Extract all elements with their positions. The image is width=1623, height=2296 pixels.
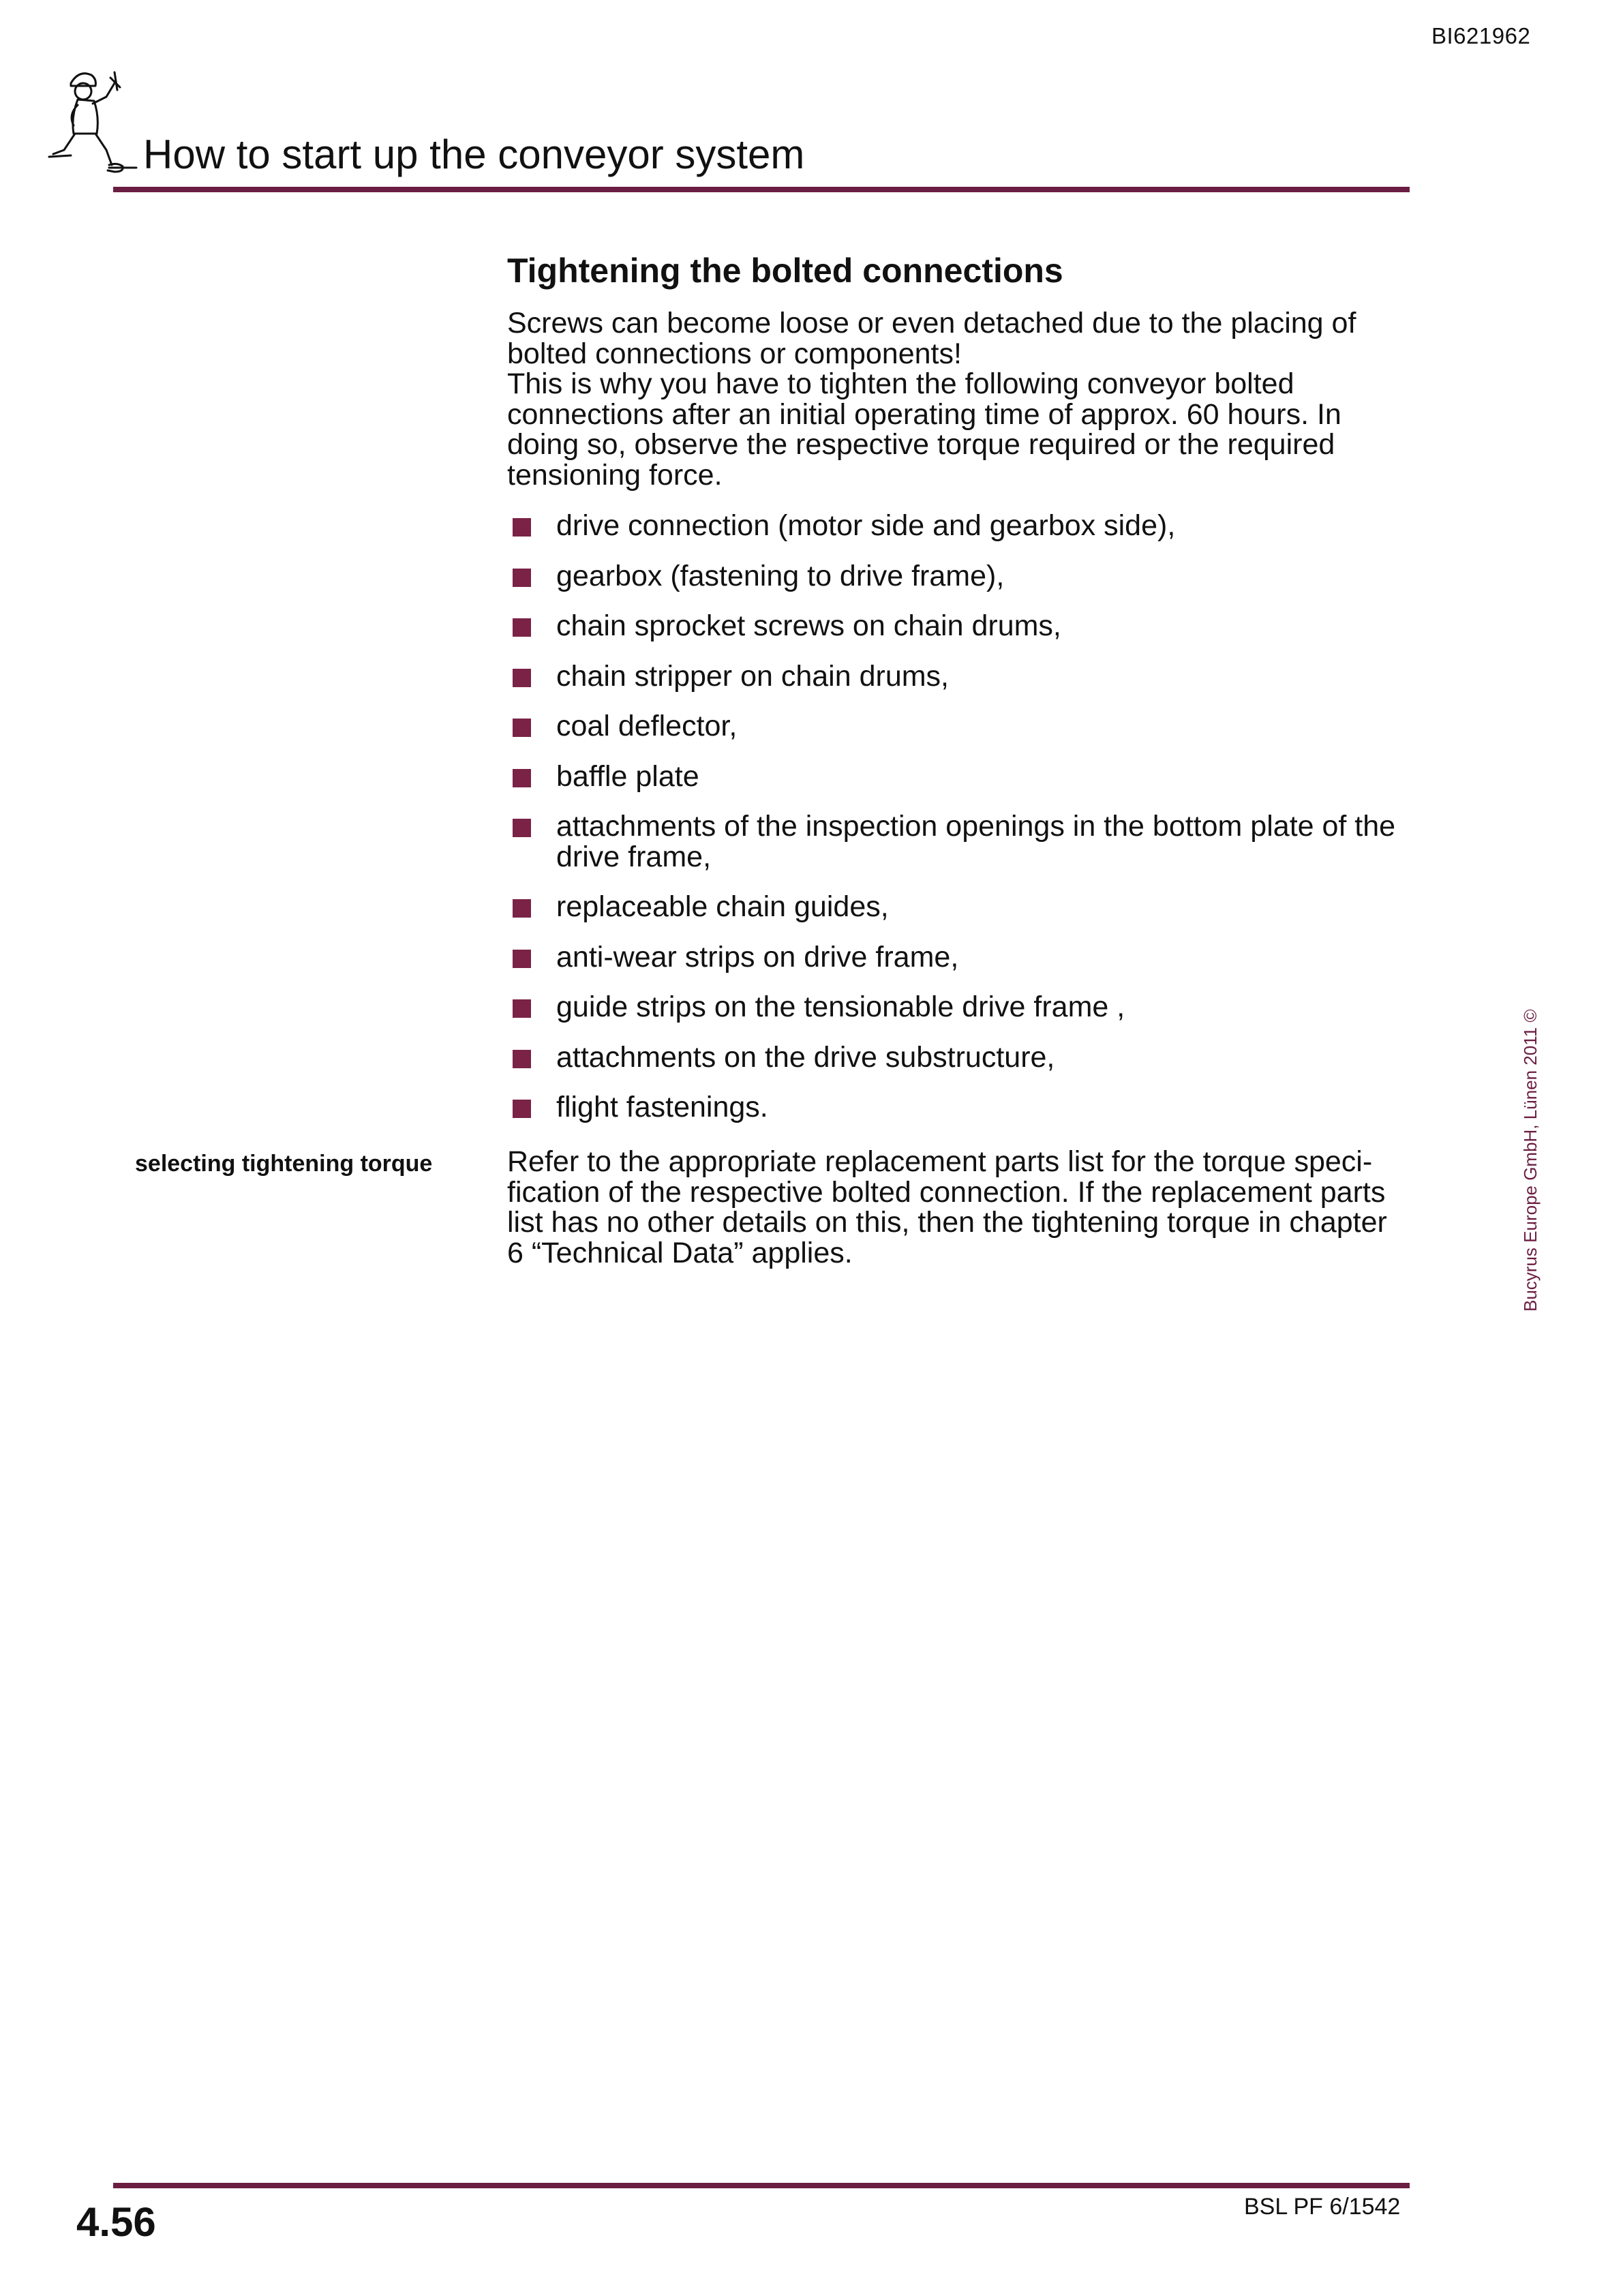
square-bullet-icon [513,669,531,687]
intro-paragraph: This is why you have to tighten the following conveyor bolted connections after an initial operating time of approx. 60 hours. In doing so, observe the respective torque required or the required tensioning force. [507,367,1341,492]
bolted-connections-list [513,511,1412,1143]
footer-rule [113,2183,1410,2188]
header-rule [113,187,1410,192]
list-item [513,992,1412,1023]
list-item [513,1092,1412,1123]
square-bullet-icon [513,719,531,737]
list-item-text: anti-wear strips on drive frame, [556,940,959,973]
list-item [513,892,1412,922]
list-item [513,711,1412,742]
list-item [513,561,1412,592]
list-item [513,811,1412,872]
intro-text [507,308,1407,490]
list-item-text: coal deflector, [556,710,738,742]
list-item-text: attachments of the inspection openings in the bottom plate of the drive frame, [556,810,1396,873]
page-title: How to start up the conveyor system [143,132,805,177]
kneeling-worker-icon [44,63,139,175]
list-item-text: chain sprocket screws on chain drums, [556,609,1061,642]
square-bullet-icon [513,1050,531,1068]
list-item [513,761,1412,792]
torque-paragraph: Refer to the appropriate replacement parts list for the torque speci-fication of the respective bolted connection. If the replacement parts list has no other details on this, then the tightening torque in chapter 6 “Technical Data” applies. [507,1145,1387,1269]
list-item [513,661,1412,692]
square-bullet-icon [513,518,531,537]
document-id: BI621962 [1431,23,1531,48]
list-item-text: attachments on the drive substructure, [556,1040,1055,1074]
list-item-text: drive connection (motor side and gearbox side), [556,509,1176,542]
list-item-text: baffle plate [556,759,699,793]
margin-label: selecting tightening torque [135,1151,433,1177]
document-reference: BSL PF 6/1542 [1244,2194,1401,2220]
section-heading: Tightening the bolted connections [507,252,1063,290]
list-item-text: chain stripper on chain drums, [556,659,950,693]
list-item [513,942,1412,973]
square-bullet-icon [513,1100,531,1118]
square-bullet-icon [513,819,531,837]
list-item-text: gearbox (fastening to drive frame), [556,559,1005,592]
copyright-text: Bucyrus Europe GmbH, Lünen 2011 © [1520,1009,1541,1312]
list-item [513,611,1412,641]
list-item [513,511,1412,541]
list-item-text: replaceable chain guides, [556,890,889,923]
square-bullet-icon [513,569,531,587]
list-item-text: guide strips on the tensionable drive frame , [556,991,1125,1023]
square-bullet-icon [513,618,531,637]
square-bullet-icon [513,999,531,1018]
list-item [513,1042,1412,1073]
list-item-text: flight fastenings. [556,1091,768,1123]
square-bullet-icon [513,950,531,968]
page-number: 4.56 [76,2199,156,2245]
square-bullet-icon [513,769,531,787]
intro-paragraph: Screws can become loose or even detached due to the placing of bolted connections or components! [507,307,1356,370]
square-bullet-icon [513,899,531,918]
